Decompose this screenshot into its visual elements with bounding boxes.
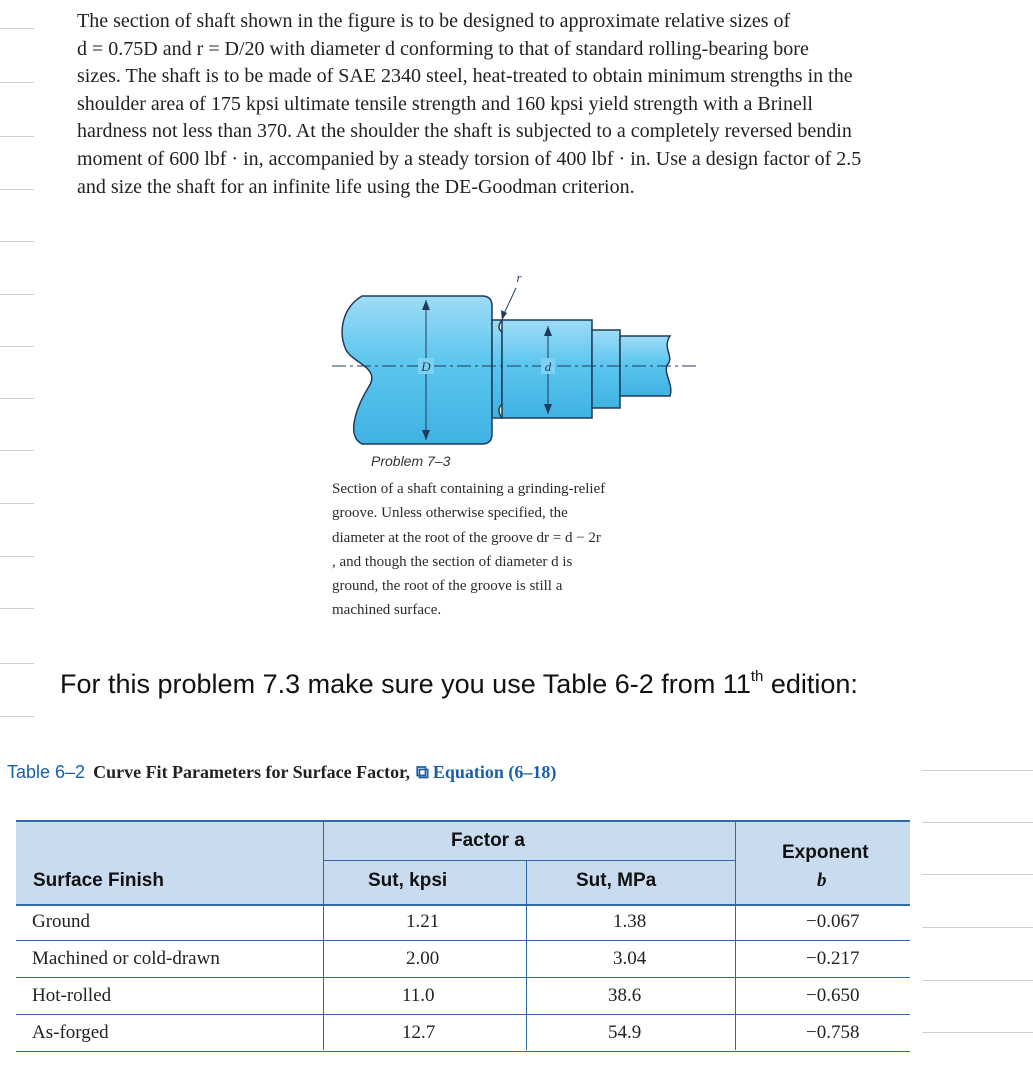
cell-exponent: −0.217 [806, 948, 860, 969]
cell-finish: As-forged [32, 1022, 109, 1043]
shaft-drawing [332, 268, 702, 453]
header-factor-a: Factor a [451, 830, 525, 851]
cell-mpa: 1.38 [613, 911, 647, 932]
instruction-text [60, 668, 858, 700]
header-divider [323, 860, 735, 861]
r-label: r [516, 270, 522, 285]
instruction-superscript: th [750, 668, 764, 685]
large-section [342, 296, 492, 444]
cell-exponent: −0.758 [806, 1022, 860, 1043]
cell-finish: Ground [32, 911, 91, 932]
problem-line: and size the shaft for an infinite life using the DE-Goodman criterion. [77, 175, 635, 198]
cell-kpsi: 2.00 [406, 948, 440, 969]
table-row [16, 941, 910, 978]
header-sut-kpsi: Sut, kpsi [368, 870, 448, 891]
problem-line: hardness not less than 370. At the shoulder the shaft is subjected to a completely reversed bendin [77, 120, 852, 143]
cell-finish: Machined or cold-drawn [32, 948, 220, 969]
problem-line: shoulder area of 175 kpsi ultimate tensile strength and 160 kpsi yield strength with a Brinell [77, 92, 813, 115]
table-row [16, 1015, 910, 1052]
table-name: Curve Fit Parameters for Surface Factor, [93, 762, 410, 782]
left-margin-rules [0, 0, 34, 740]
caption-line: groove. Unless otherwise specified, the [332, 505, 568, 522]
caption-line: Section of a shaft containing a grinding-relief [332, 481, 606, 497]
table-row [16, 978, 910, 1015]
D-label: D [421, 359, 431, 374]
caption-line: , and though the section of diameter d is [332, 553, 573, 570]
instruction-main: For this problem 7.3 make sure you use Table 6-2 from 11 [60, 669, 751, 699]
figure-label: Problem 7–3 [371, 453, 451, 469]
instruction-suffix: edition: [763, 669, 858, 699]
header-exponent: Exponent [782, 842, 869, 863]
step-section [592, 330, 620, 408]
arrow-icon [501, 310, 507, 320]
cell-mpa: 38.6 [608, 985, 642, 1006]
table-title [7, 762, 556, 783]
right-margin-rules [922, 740, 1033, 1060]
caption-line: machined surface. [332, 602, 442, 619]
header-sut-mpa: Sut, MPa [576, 870, 657, 891]
cell-exponent: −0.067 [806, 911, 860, 932]
problem-line: moment of 600 lbf · in, accompanied by a steady torsion of 400 lbf · in. Use a design factor of 2.5 [77, 147, 862, 170]
shaft-figure [332, 268, 702, 453]
cell-kpsi: 1.21 [406, 911, 440, 932]
d-label: d [544, 359, 552, 374]
figure-caption [332, 477, 712, 623]
table-row [16, 904, 910, 941]
header-exponent-b: b [817, 870, 827, 891]
header-surface-finish: Surface Finish [33, 870, 164, 891]
cell-kpsi: 11.0 [402, 985, 435, 1006]
cell-mpa: 54.9 [608, 1022, 642, 1043]
external-link-icon[interactable]: ⧉ [415, 762, 429, 782]
problem-line: The section of shaft shown in the figure is to be designed to approximate relative sizes of [77, 10, 791, 32]
cell-kpsi: 12.7 [402, 1022, 436, 1043]
table-number: Table 6–2 [7, 762, 86, 782]
caption-line: ground, the root of the groove is still a [332, 578, 563, 595]
problem-line: sizes. The shaft is to be made of SAE 2340 steel, heat-treated to obtain minimum strengths in the [77, 65, 853, 88]
groove [492, 320, 502, 418]
equation-link[interactable]: Equation (6–18) [432, 762, 557, 782]
cell-mpa: 3.04 [613, 948, 647, 969]
caption-line: diameter at the root of the groove dr = d − 2r [332, 529, 601, 546]
problem-statement [77, 8, 1022, 201]
cell-exponent: −0.650 [806, 985, 860, 1006]
cell-finish: Hot-rolled [32, 985, 112, 1006]
problem-line: d = 0.75D and r = D/20 with diameter d conforming to that of standard rolling-bearing bore [77, 37, 809, 60]
